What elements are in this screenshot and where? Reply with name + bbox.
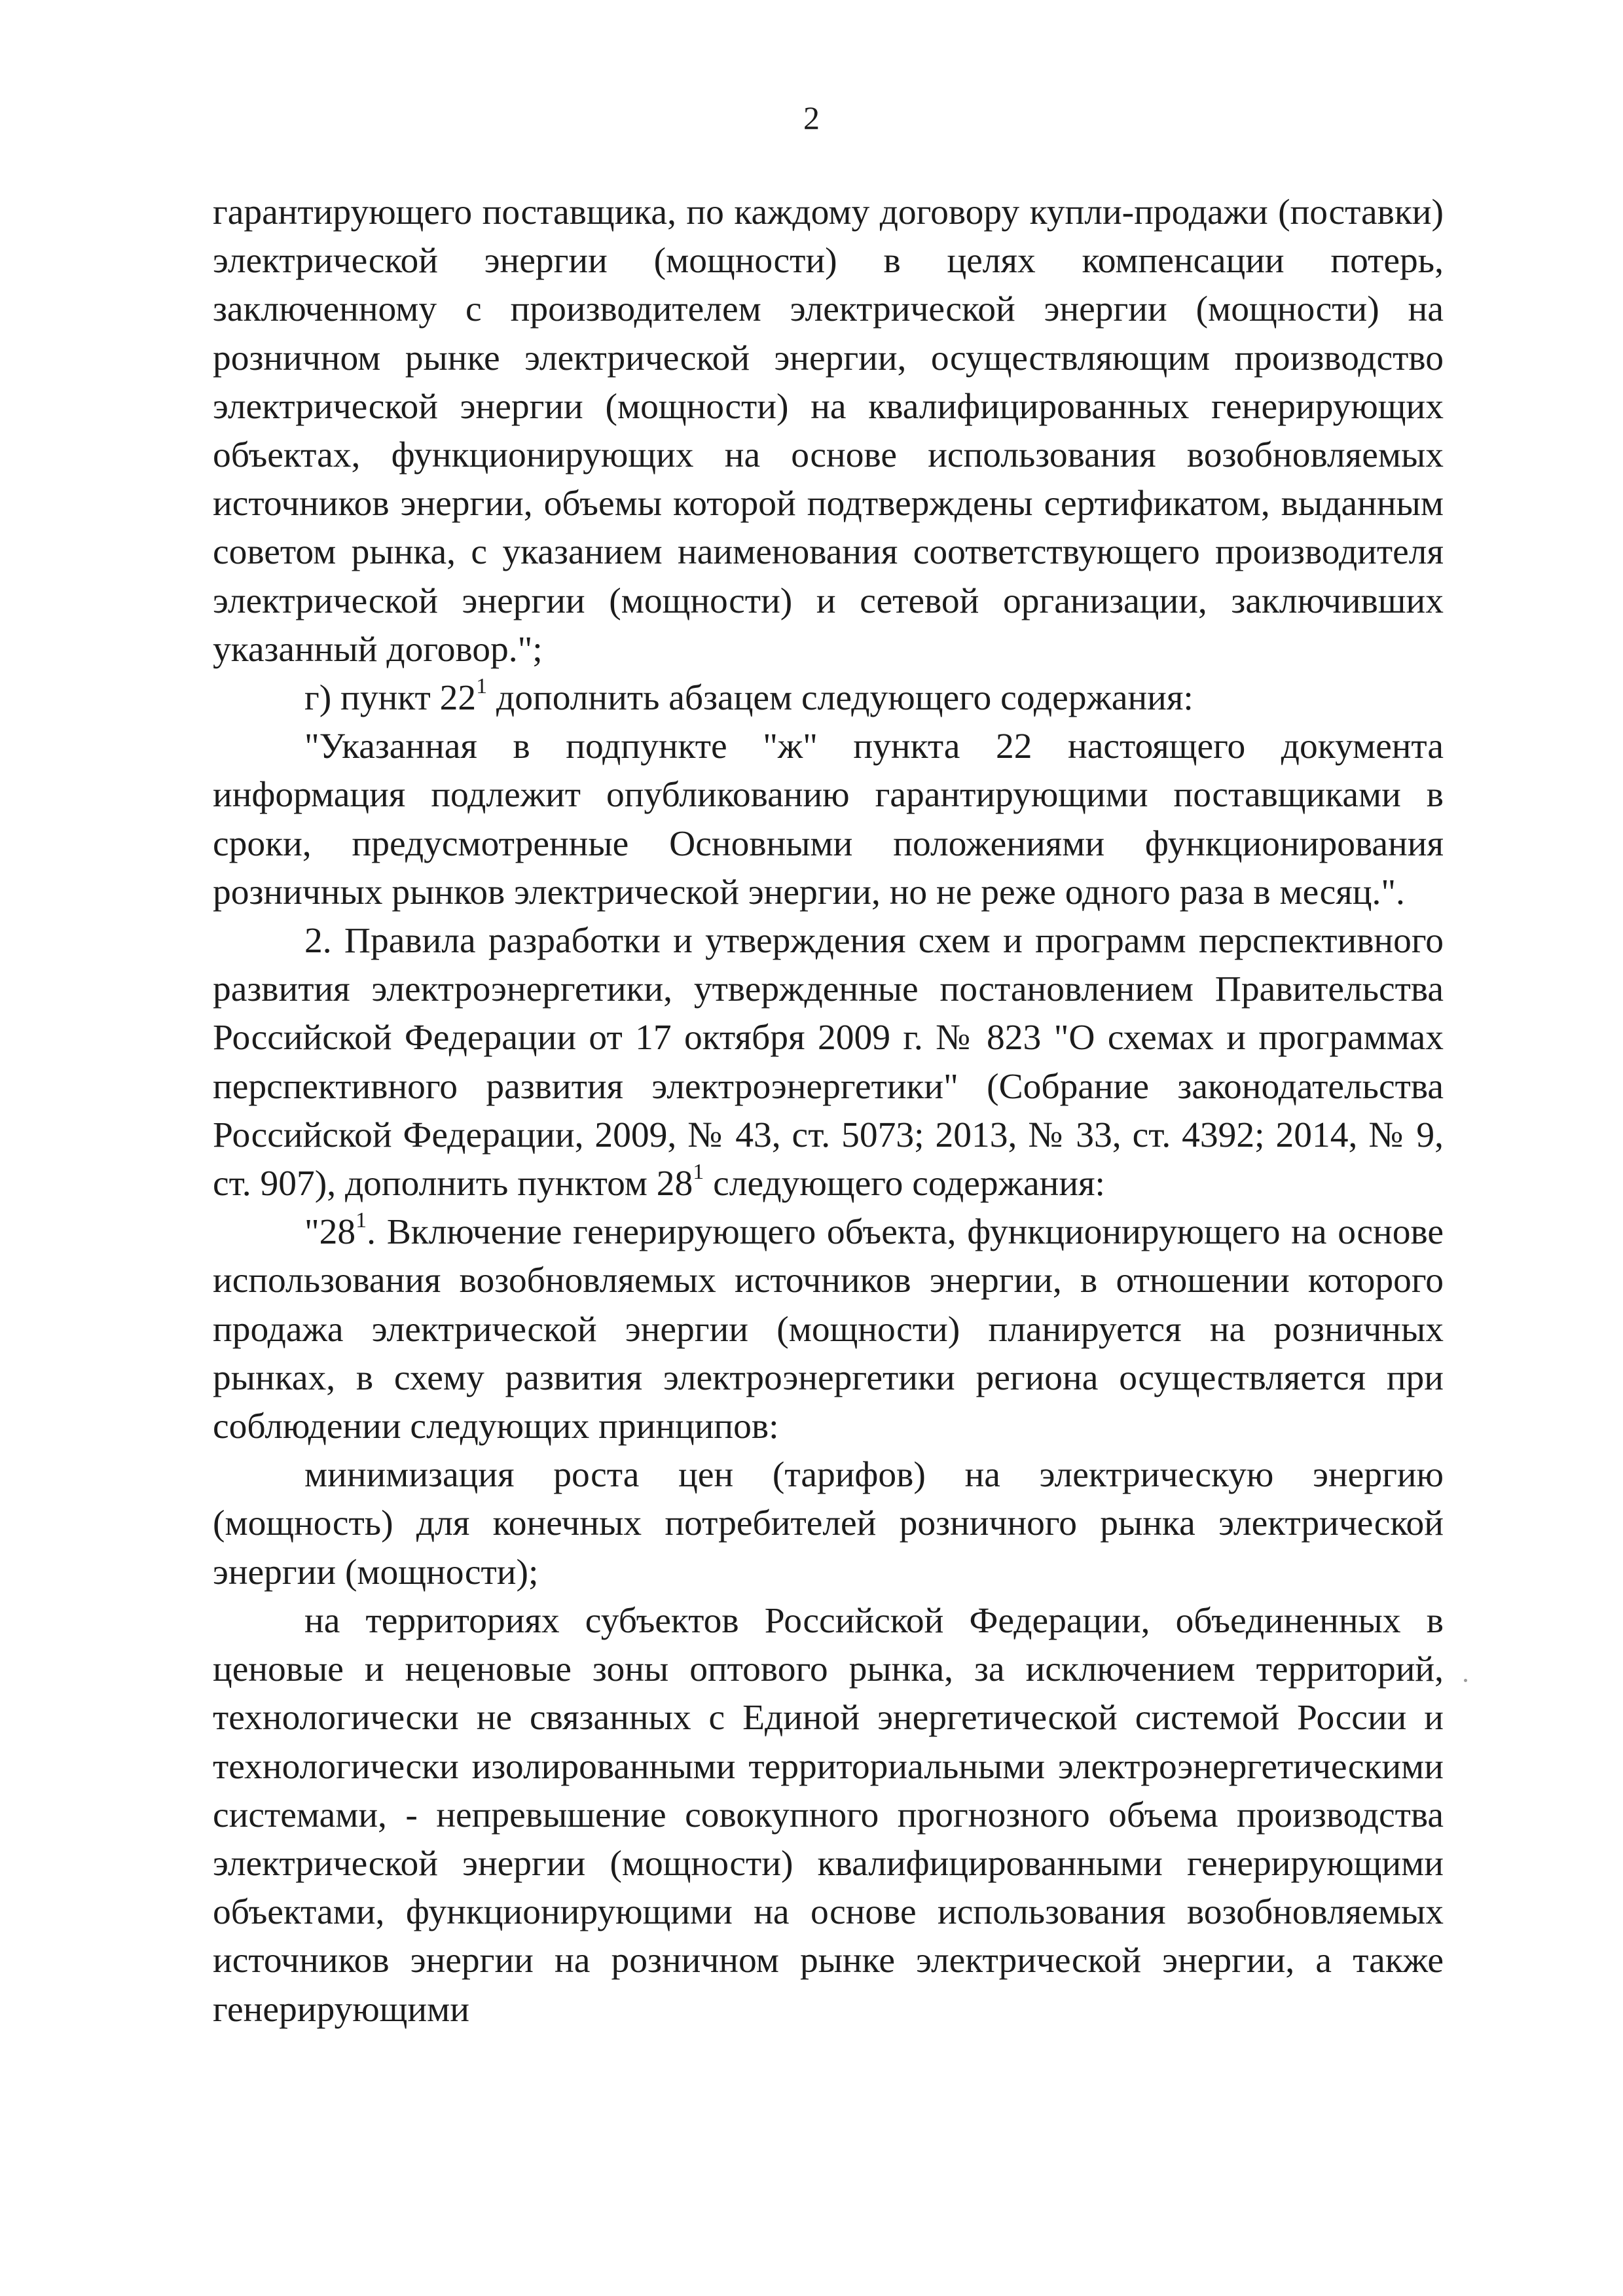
document-body xyxy=(213,188,1444,2034)
text-run: дополнить абзацем следующего содержания: xyxy=(487,678,1194,719)
text-run: г) пункт 22 xyxy=(304,678,477,719)
page-number: 2 xyxy=(803,99,820,136)
text-run: гарантирующего поставщика, по каждому договору купли-продажи (поставки) электрической энергии (мощности) в целях компенсации потерь, заключенному с производителем электрической энергии (мощности) на розничном рынке электрической энергии, осуществляющим производство электрической энергии (мощности) на квалифицированных генерирующих объектах, функционирующих на основе использования возобновляемых источников энергии, объемы которой подтверждены сертификатом, выданным советом рынка, с указанием наименования соответствующего производителя электрической энергии (мощности) и сетевой организации, заключивших указанный договор."; xyxy=(213,192,1444,670)
superscript: 1 xyxy=(693,1159,704,1184)
paragraph xyxy=(213,917,1444,1208)
paragraph xyxy=(213,1208,1444,1451)
paragraph xyxy=(213,674,1444,723)
text-run: "28 xyxy=(304,1212,356,1253)
superscript: 1 xyxy=(476,673,488,698)
paragraph xyxy=(213,723,1444,917)
paragraph xyxy=(213,1597,1444,2034)
paragraph xyxy=(213,1451,1444,1597)
paragraph xyxy=(213,188,1444,674)
text-run: 2. Правила разработки и утверждения схем и программ перспективного развития электроэнергетики, утвержденные постановлением Правительства Российской Федерации от 17 октября 2009 г. № 823 "О схемах и программах перспективного развития электроэнергетики" (Собрание законодательства Российской Федерации, 2009, № 43, ст. 5073; 2013, № 33, ст. 4392; 2014, № 9, ст. 907), дополнить пунктом 28 xyxy=(213,921,1444,1204)
text-run: следующего содержания: xyxy=(704,1164,1105,1204)
text-run: . Включение генерирующего объекта, функционирующего на основе использования возобновляемых источников энергии, в отношении которого продажа электрической энергии (мощности) планируется на розничных рынках, в схему развития электроэнергетики региона осуществляется при соблюдении следующих принципов: xyxy=(213,1212,1444,1447)
scan-artifact-dot xyxy=(1464,1679,1467,1682)
text-run: минимизация роста цен (тарифов) на электрическую энергию (мощность) для конечных потребителей розничного рынка электрической энергии (мощности); xyxy=(213,1455,1444,1592)
text-run: на территориях субъектов Российской Федерации, объединенных в ценовые и неценовые зоны оптового рынка, за исключением территорий, технологически не связанных с Единой энергетической системой России и технологически изолированными территориальными электроэнергетическими системами, - непревышение совокупного прогнозного объема производства электрической энергии (мощности) квалифицированными генерирующими объектами, функционирующими на основе использования возобновляемых источников энергии на розничном рынке электрической энергии, а также генерирующими xyxy=(213,1600,1444,2030)
text-run: "Указанная в подпункте "ж" пункта 22 настоящего документа информация подлежит опубликованию гарантирующими поставщиками в сроки, предусмотренные Основными положениями функционирования розничных рынков электрической энергии, но не реже одного раза в месяц.". xyxy=(213,726,1444,912)
superscript: 1 xyxy=(356,1208,367,1232)
